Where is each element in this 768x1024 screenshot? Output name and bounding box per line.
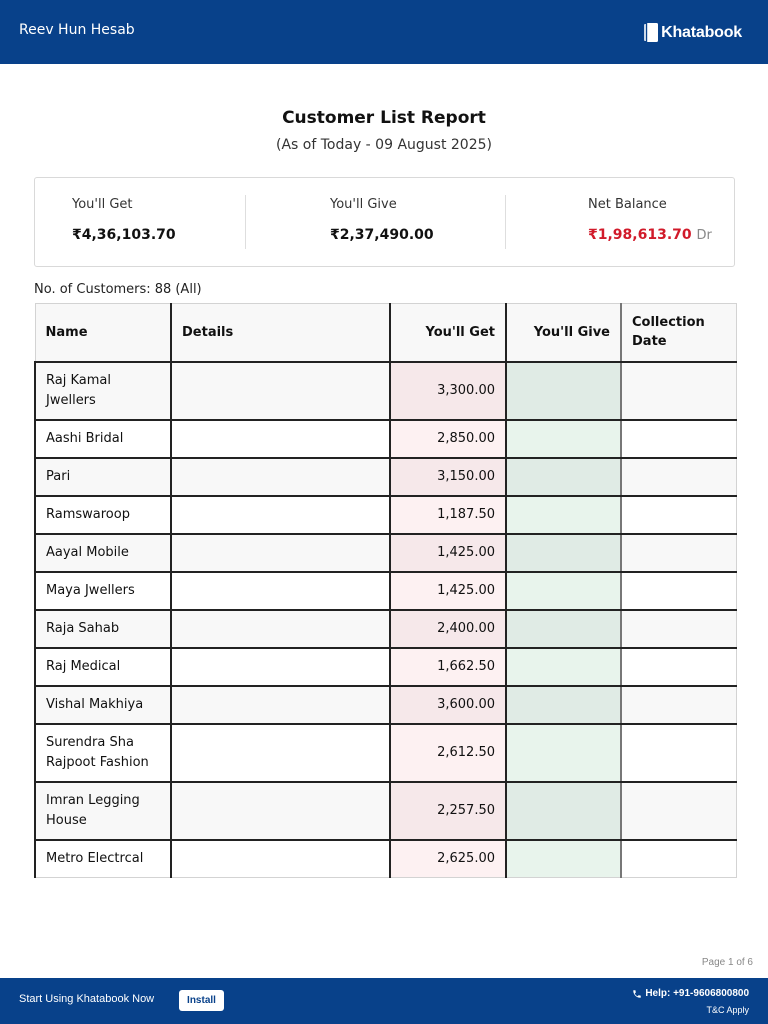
summary-give-label: You'll Give (330, 197, 397, 212)
summary-divider (505, 195, 506, 249)
customer-count-value: 88 (All) (154, 282, 202, 297)
brand-name: Khatabook (661, 23, 742, 41)
youll-give-cell (506, 782, 621, 840)
youll-get-cell: 1,187.50 (390, 496, 506, 534)
customer-name-cell: Raja Sahab (35, 610, 171, 648)
collection-date-cell (621, 610, 736, 648)
table-row (35, 782, 736, 840)
collection-date-cell (621, 648, 736, 686)
customer-name-cell: Imran Legging House (35, 782, 171, 840)
table-row (35, 724, 736, 782)
column-header-youll-give: You'll Give (506, 304, 621, 362)
table-row (35, 458, 736, 496)
customer-name-cell: Aayal Mobile (35, 534, 171, 572)
customer-name-cell: Raj Kamal Jwellers (35, 362, 171, 420)
table-row (35, 534, 736, 572)
youll-give-cell (506, 362, 621, 420)
youll-give-cell (506, 840, 621, 878)
collection-date-cell (621, 420, 736, 458)
details-cell (171, 362, 390, 420)
details-cell (171, 782, 390, 840)
book-icon (644, 23, 658, 42)
customer-name-cell: Surendra Sha Rajpoot Fashion (35, 724, 171, 782)
report-date: (As of Today - 09 August 2025) (276, 137, 492, 153)
customer-name-cell: Ramswaroop (35, 496, 171, 534)
customer-name-cell: Pari (35, 458, 171, 496)
customer-name-cell: Vishal Makhiya (35, 686, 171, 724)
details-cell (171, 420, 390, 458)
terms-text[interactable]: T&C Apply (706, 1005, 749, 1015)
customer-name-cell: Raj Medical (35, 648, 171, 686)
column-header-collection-date: Collection Date (621, 304, 736, 362)
help-text: Help: +91-9606800800 (645, 988, 749, 999)
youll-get-cell: 1,425.00 (390, 534, 506, 572)
details-cell (171, 534, 390, 572)
table-row (35, 610, 736, 648)
column-header-name: Name (35, 304, 171, 362)
table-row (35, 362, 736, 420)
customer-count-label: No. of Customers: (34, 282, 151, 297)
phone-icon (632, 989, 642, 999)
youll-give-cell (506, 572, 621, 610)
customer-count (34, 282, 206, 297)
youll-get-cell: 1,425.00 (390, 572, 506, 610)
collection-date-cell (621, 496, 736, 534)
youll-give-cell (506, 458, 621, 496)
youll-get-cell: 2,257.50 (390, 782, 506, 840)
summary-net-value (588, 227, 712, 243)
details-cell (171, 496, 390, 534)
column-header-youll-get: You'll Get (390, 304, 506, 362)
collection-date-cell (621, 840, 736, 878)
details-cell (171, 648, 390, 686)
summary-card (34, 177, 735, 267)
youll-get-cell: 2,850.00 (390, 420, 506, 458)
details-cell (171, 724, 390, 782)
youll-get-cell: 3,300.00 (390, 362, 506, 420)
youll-give-cell (506, 496, 621, 534)
footer-cta-text: Start Using Khatabook Now (19, 993, 155, 1005)
table-row (35, 686, 736, 724)
summary-give-value: ₹2,37,490.00 (330, 227, 434, 243)
summary-get-label: You'll Get (72, 197, 133, 212)
footer-bar (0, 978, 768, 1024)
collection-date-cell (621, 686, 736, 724)
collection-date-cell (621, 572, 736, 610)
youll-give-cell (506, 420, 621, 458)
table-row (35, 496, 736, 534)
business-name: Reev Hun Hesab (19, 22, 135, 38)
details-cell (171, 610, 390, 648)
youll-give-cell (506, 534, 621, 572)
net-balance-suffix: Dr (696, 228, 712, 243)
help-phone-link[interactable] (632, 988, 749, 999)
details-cell (171, 840, 390, 878)
collection-date-cell (621, 782, 736, 840)
collection-date-cell (621, 534, 736, 572)
collection-date-cell (621, 458, 736, 496)
top-header-bar (0, 0, 768, 64)
youll-get-cell: 2,625.00 (390, 840, 506, 878)
youll-give-cell (506, 686, 621, 724)
youll-get-cell: 3,600.00 (390, 686, 506, 724)
summary-net-label: Net Balance (588, 197, 667, 212)
table-row (35, 420, 736, 458)
details-cell (171, 686, 390, 724)
summary-divider (245, 195, 246, 249)
youll-get-cell: 3,150.00 (390, 458, 506, 496)
youll-get-cell: 1,662.50 (390, 648, 506, 686)
youll-give-cell (506, 648, 621, 686)
customer-name-cell: Metro Electrcal (35, 840, 171, 878)
khatabook-logo[interactable] (644, 23, 742, 42)
customer-name-cell: Maya Jwellers (35, 572, 171, 610)
page-number: Page 1 of 6 (701, 957, 753, 968)
details-cell (171, 458, 390, 496)
install-button[interactable]: Install (179, 990, 224, 1011)
column-header-details: Details (171, 304, 390, 362)
table-row (35, 572, 736, 610)
table-body (35, 362, 736, 878)
youll-give-cell (506, 610, 621, 648)
youll-give-cell (506, 724, 621, 782)
collection-date-cell (621, 362, 736, 420)
collection-date-cell (621, 724, 736, 782)
table-row (35, 648, 736, 686)
customer-table (34, 303, 737, 878)
youll-get-cell: 2,612.50 (390, 724, 506, 782)
table-row (35, 840, 736, 878)
report-title: Customer List Report (282, 108, 486, 128)
summary-get-value: ₹4,36,103.70 (72, 227, 176, 243)
net-balance-amount: ₹1,98,613.70 (588, 227, 692, 243)
details-cell (171, 572, 390, 610)
youll-get-cell: 2,400.00 (390, 610, 506, 648)
table-header-row (35, 304, 736, 362)
customer-name-cell: Aashi Bridal (35, 420, 171, 458)
